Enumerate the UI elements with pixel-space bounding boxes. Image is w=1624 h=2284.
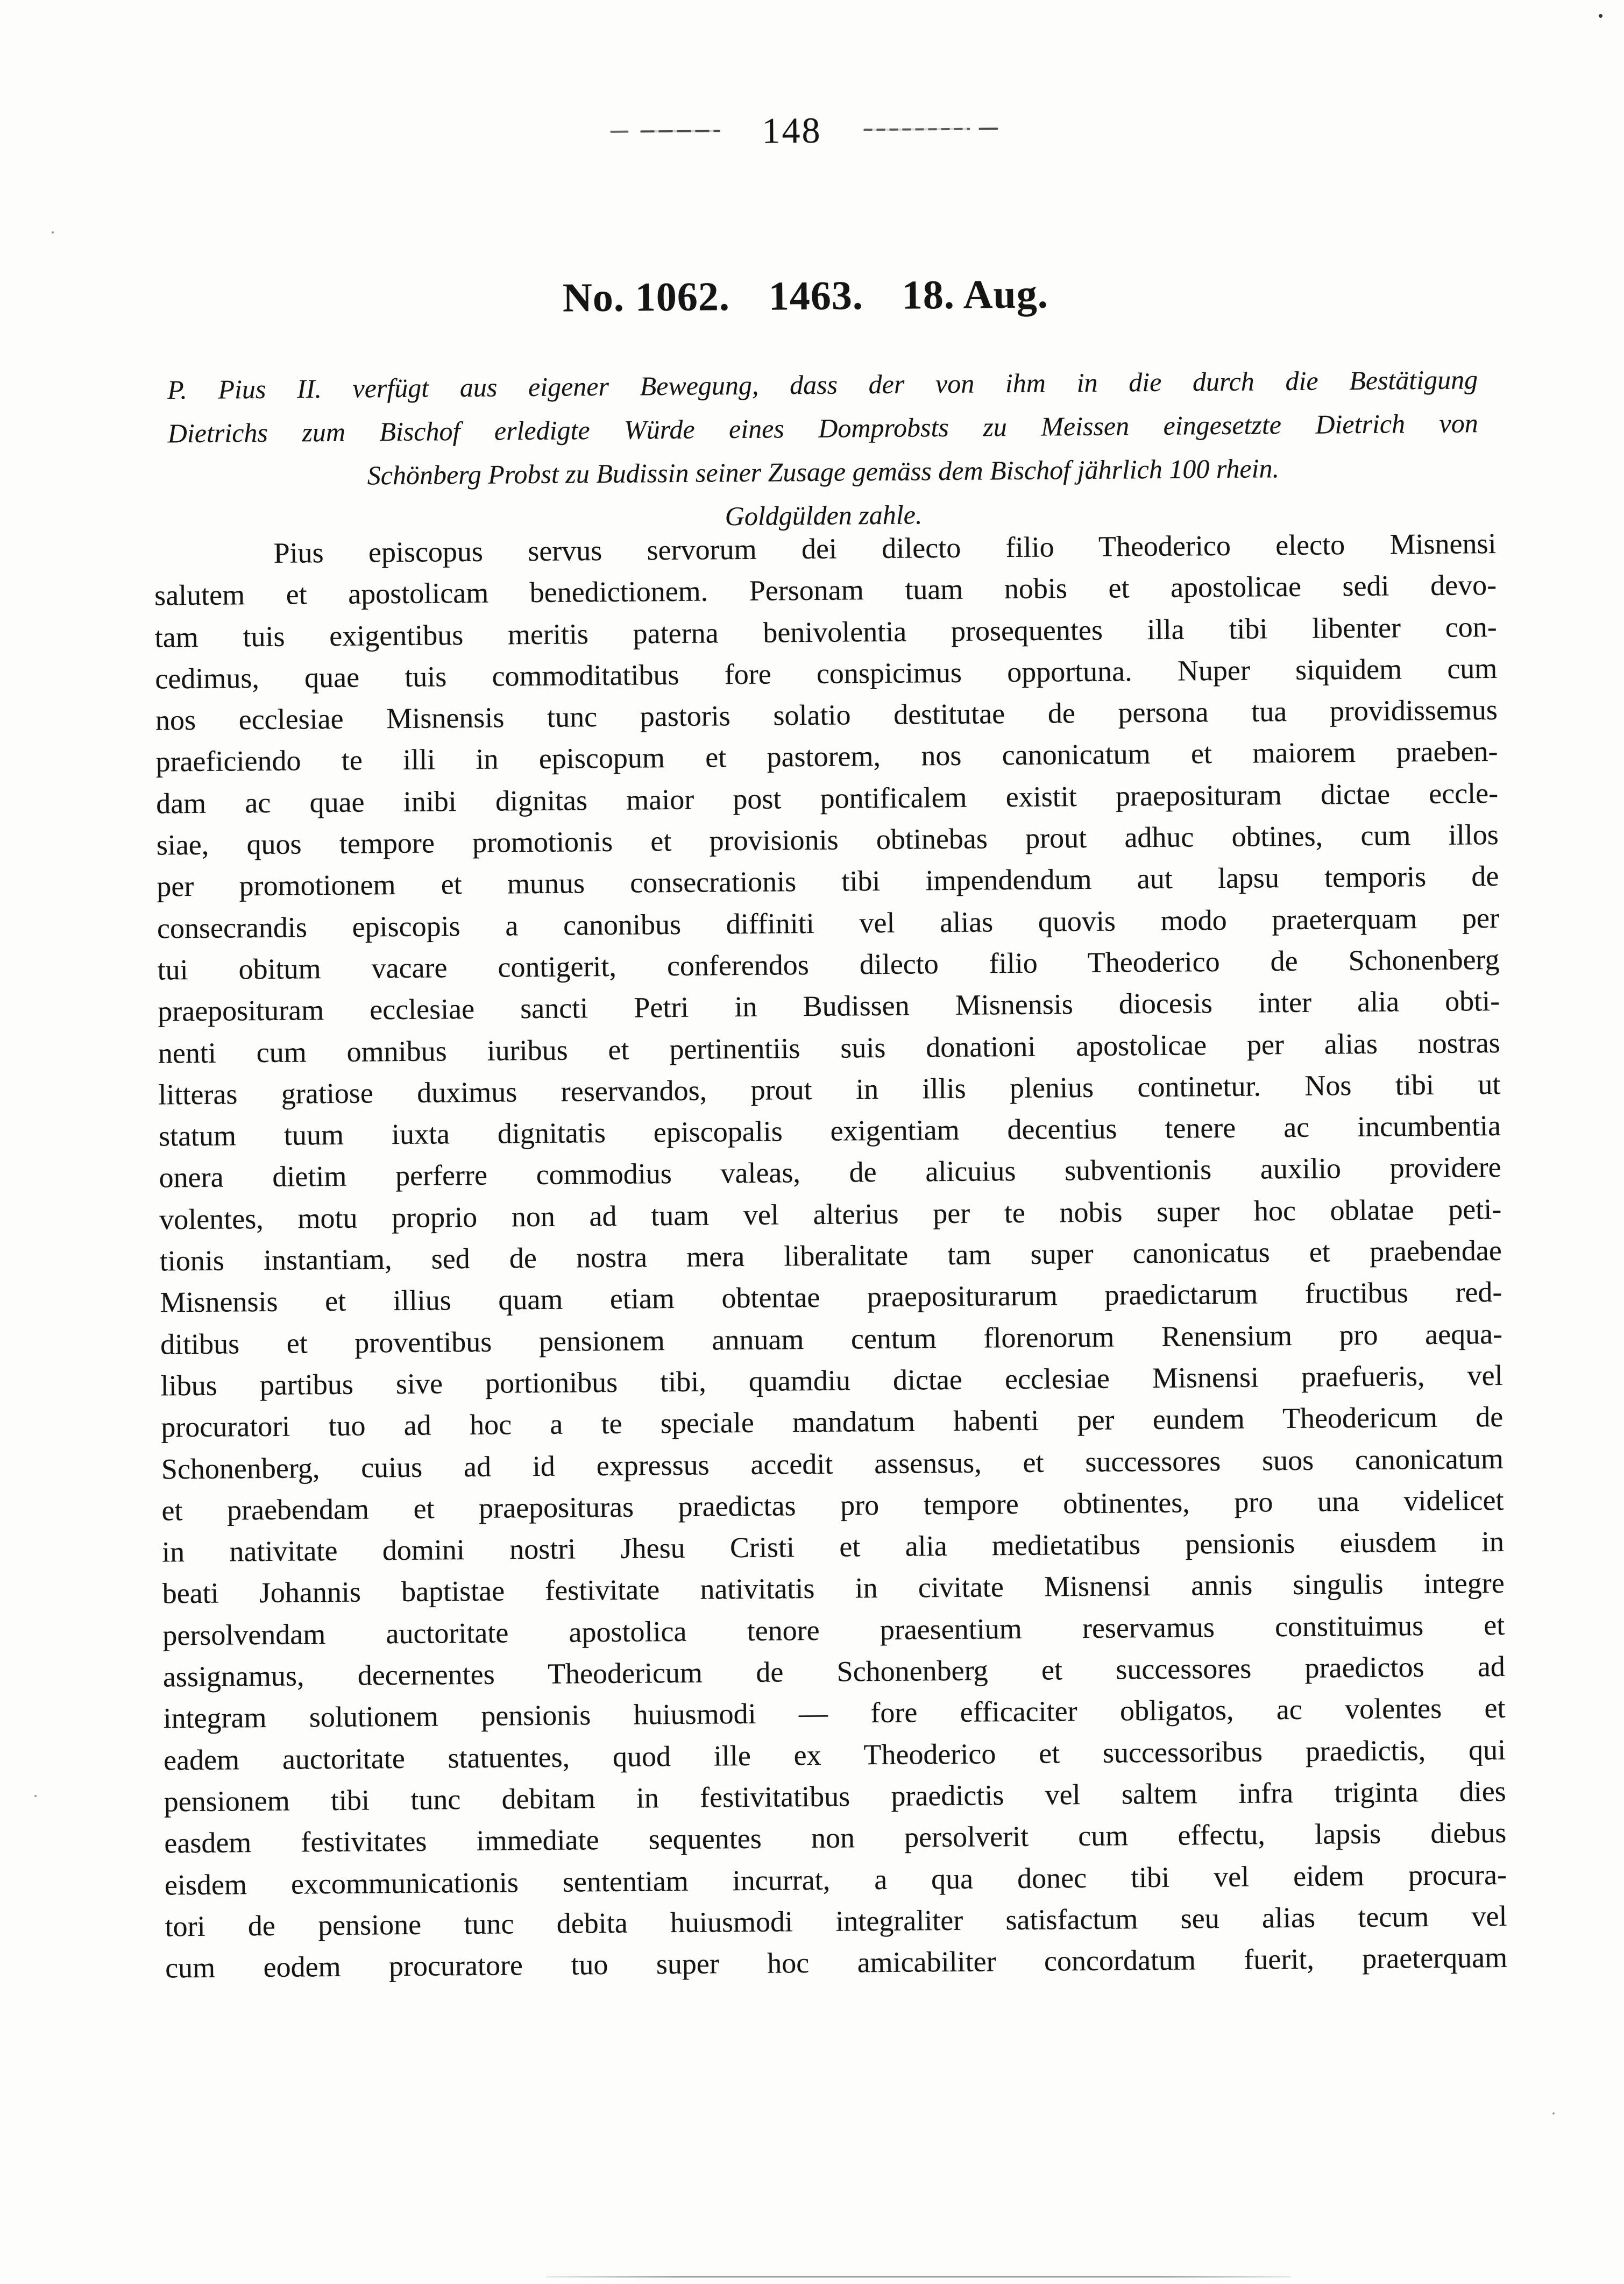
scan-speck: [1599, 14, 1602, 18]
text-line: praeficiendo te illi in episcopum et pastorem, nos canonicatum et maiorem praeben-: [155, 735, 1498, 779]
text-line: nos ecclesiae Misnensis tunc pastoris solatio destitutae de persona tua providissemus: [155, 694, 1498, 737]
text-line: Schönberg Probst zu Budissin seiner Zusage gemäss dem Bischof jährlich 100 rhein.: [367, 453, 1280, 491]
text-line: salutem et apostolicam benedictionem. Personam tuam nobis et apostolicae sedi devo-: [154, 569, 1497, 612]
text-line: statum tuum iuxta dignitatis episcopalis exigentiam decentius tenere ac incumbentia: [158, 1109, 1501, 1152]
text-line: assignamus, decernentes Theodericum de Schonenberg et successores praedictos ad: [162, 1650, 1506, 1693]
text-line: siae, quos tempore promotionis et provisionis obtinebas prout adhuc obtines, cum illos: [156, 818, 1499, 861]
text-line: Pius episcopus servus servorum dei dilecto filio Theoderico electo Misnensi: [273, 527, 1497, 569]
header-dash-right-short: [978, 128, 998, 130]
text-line: per promotionem et munus consecrationis tibi impendendum aut lapsu temporis de: [157, 860, 1499, 903]
scan-speck: [1552, 2112, 1555, 2115]
heading-date: 18. Aug.: [902, 271, 1049, 318]
text-line: cedimus, quae tuis commoditatibus fore conspicimus opportuna. Nuper siquidem cum: [155, 652, 1498, 695]
text-line: beati Johannis baptistae festivitate nativitatis in civitate Misnensi annis singulis integre: [162, 1567, 1505, 1610]
text-line: ditibus et proventibus pensionem annuam centum florenorum Renensium pro aequa-: [160, 1317, 1503, 1361]
text-line: et praebendam et praeposituras praedictas pro tempore obtinentes, pro una videlicet: [161, 1483, 1504, 1527]
text-line: procuratori tuo ad hoc a te speciale mandatum habenti per eundem Theodericum de: [161, 1401, 1504, 1444]
header-dash-right-long: [863, 128, 970, 131]
header-dash-left-short: [610, 131, 628, 133]
text-line: Dietrichs zum Bischof erledigte Würde eines Domprobsts zu Meissen eingesetzte Dietrich von: [167, 408, 1478, 449]
page-header: [0, 104, 1616, 156]
text-line: dam ac quae inibi dignitas maior post pontificalem existit praeposituram dictae eccle-: [155, 776, 1499, 820]
text-line: onera dietim perferre commodius valeas, de alicuius subventionis auxilio providere: [159, 1151, 1501, 1194]
text-line: integram solutionem pensionis huiusmodi — fore efficaciter obligatos, ac volentes et: [163, 1692, 1506, 1735]
text-line: eisdem excommunicationis sententiam incurrat, a qua donec tibi vel eidem procura-: [164, 1858, 1507, 1901]
document-heading: [0, 268, 1618, 324]
text-line: praeposituram ecclesiae sancti Petri in Budissen Misnensis diocesis inter alia obti-: [157, 985, 1500, 1028]
regest-summary: [167, 358, 1479, 542]
scan-speck: [52, 231, 54, 234]
header-dash-left-long: [640, 130, 720, 132]
text-line: in nativitate domini nostri Jhesu Cristi et alia medietatibus pensionis eiusdem in: [161, 1525, 1505, 1568]
text-line: Schonenberg, cuius ad id expressus accedit assensus, et successores suos canonicatum: [161, 1442, 1504, 1486]
text-line: persolvendam auctoritate apostolica tenore praesentium reservamus constituimus et: [162, 1608, 1505, 1652]
heading-year: 1463.: [768, 273, 864, 319]
text-line: tionis instantiam, sed de nostra mera liberalitate tam super canonicatus et praebendae: [159, 1234, 1502, 1277]
scan-edge-line: [546, 2276, 1291, 2278]
text-line: litteras gratiose duximus reservandos, prout in illis plenius continetur. Nos tibi ut: [158, 1067, 1501, 1111]
page-number: 148: [762, 109, 822, 151]
text-line: Misnensis et illius quam etiam obtentae praepositurarum praedictarum fructibus red-: [160, 1276, 1502, 1319]
text-line: easdem festivitates immediate sequentes non persolverit cum effectu, lapsis diebus: [164, 1816, 1507, 1859]
text-line: eadem auctoritate statuentes, quod ille ex Theoderico et successoribus praedictis, qui: [163, 1733, 1506, 1777]
text-line: tam tuis exigentibus meritis paterna benivolentia prosequentes illa tibi libenter con-: [154, 610, 1497, 654]
text-line: cum eodem procuratore tuo super hoc amicabiliter concordatum fuerit, praeterquam: [165, 1941, 1508, 1984]
text-line: tori de pensione tunc debita huiusmodi integraliter satisfactum seu alias tecum vel: [165, 1899, 1507, 1943]
latin-body-text: [154, 523, 1507, 1989]
text-line: libus partibus sive portionibus tibi, quamdiu dictae ecclesiae Misnensi praefueris, vel: [160, 1359, 1503, 1402]
text-line: volentes, motu proprio non ad tuam vel alterius per te nobis super hoc oblatae peti-: [159, 1192, 1502, 1236]
text-line: P. Pius II. verfügt aus eigener Bewegung, dass der von ihm in die durch die Bestätigung: [167, 364, 1478, 405]
text-line: consecrandis episcopis a canonibus diffiniti vel alias quovis modo praeterquam per: [157, 901, 1500, 945]
text-line: tui obitum vacare contigerit, conferendos dilecto filio Theoderico de Schonenberg: [157, 943, 1500, 986]
heading-document-number: No. 1062.: [562, 274, 731, 321]
text-line: Goldgülden zahle.: [725, 499, 923, 532]
text-line: nenti cum omnibus iuribus et pertinentiis suis donationi apostolicae per alias nostras: [158, 1026, 1500, 1070]
scan-speck: [34, 1795, 37, 1797]
text-line: pensionem tibi tunc debitam in festivitatibus praedictis vel saltem infra triginta dies: [164, 1774, 1506, 1818]
